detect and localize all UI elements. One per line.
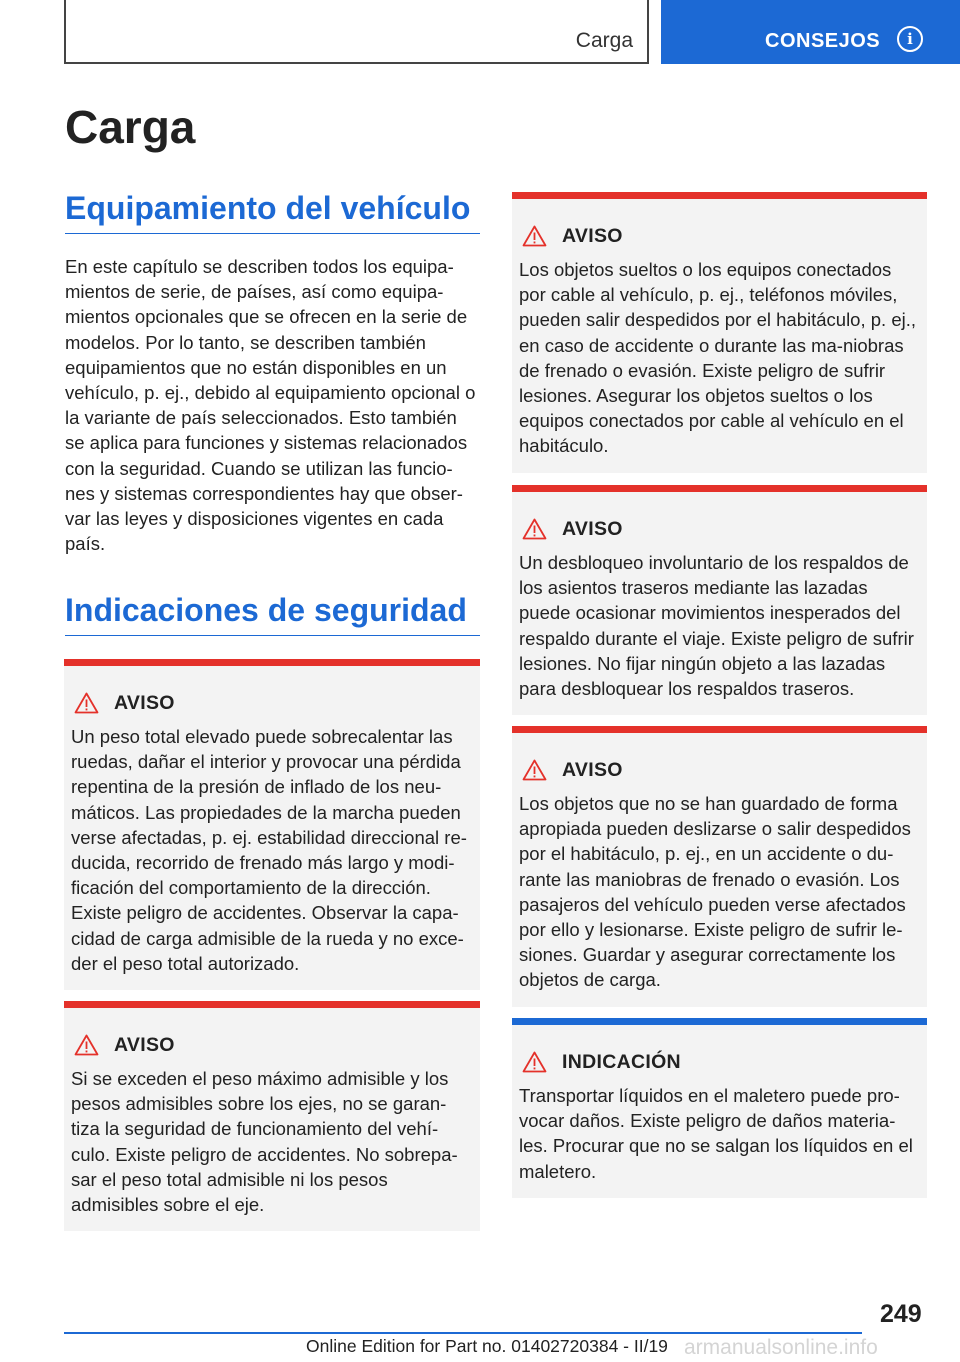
- page-number: 249: [880, 1300, 922, 1328]
- note-header: [519, 1047, 919, 1077]
- header-tab-consejos[interactable]: [661, 0, 960, 64]
- note-text: Un desbloqueo involuntario de los respaldos de los asientos traseros mediante las lazadas puede ocasionar movimientos inesperados del respaldo durante el viaje. Existe peligro de sufrir lesiones. No fijar ningún objeto a las lazadas para desbloquear los respaldos traseros.: [519, 552, 914, 700]
- warning-note: [64, 659, 480, 990]
- warning-triangle-icon: [74, 1034, 99, 1056]
- warning-triangle-icon: [74, 692, 99, 714]
- section-body-equipamiento: En este capítulo se describen todos los equipa-mientos de serie, de países, así como equipa-mientos opcionales que se ofrecen en la serie de modelos. Por lo tanto, se describen también equipamientos que no están disponibles en un vehículo, p. ej., debido al equipamiento opcional o la variante de país seleccionados. Esto también se aplica para funciones y sistemas relacionados con la seguridad. Cuando se utilizan las funcio-nes y sistemas correspondientes hay que obser-var las leyes y disposiciones vigentes en cada país.: [65, 256, 476, 555]
- note-text: Los objetos sueltos o los equipos conectados por cable al vehículo, p. ej., teléfonos móviles, pueden salir despedidos por el habitáculo, p. ej., en caso de accidente o durante las ma-niobras de frenado o evasión. Existe peligro de sufrir lesiones. Asegurar los objetos sueltos o los equipos conectados por cable al vehículo en el habitáculo.: [519, 259, 916, 457]
- footer-divider: [64, 1332, 862, 1334]
- note-header: [71, 1030, 472, 1060]
- section-heading-seguridad: Indicaciones de seguridad: [65, 592, 480, 636]
- header-tab-label: CONSEJOS: [765, 30, 881, 52]
- footer-edition: Online Edition for Part no. 01402720384 - II/19: [306, 1336, 668, 1356]
- warning-triangle-icon: [522, 518, 547, 540]
- warning-note: [64, 1001, 480, 1231]
- watermark: armanualsonline.info: [684, 1336, 878, 1359]
- note-text: Si se exceden el peso máximo admisible y los pesos admisibles sobre los ejes, no se garan-tiza la seguridad de funcionamiento del vehí-culo. Existe peligro de accidentes. No sobrepa-sar el peso total admisible ni los pesos admisibles sobre el eje.: [71, 1068, 458, 1216]
- note-text: Un peso total elevado puede sobrecalentar las ruedas, dañar el interior y provocar una pérdida repentina de la presión de inflado de los neu-máticos. Las propiedades de la marcha pueden verse afectadas, p. ej. estabilidad direccional re-ducida, recorrido de frenado más largo y modi-ficación del comportamiento de la dirección. Existe peligro de accidentes. Observar la capa-cidad de carga admisible de la rueda y no exce-der el peso total autorizado.: [71, 726, 467, 974]
- info-note: [512, 1018, 927, 1198]
- section-heading-equipamiento: Equipamiento del vehículo: [65, 190, 480, 234]
- note-text: Transportar líquidos en el maletero puede pro-vocar daños. Existe peligro de daños materia-les. Procurar que no se salgan los líquidos en el maletero.: [519, 1085, 913, 1182]
- warning-triangle-icon: [522, 1051, 547, 1073]
- warning-triangle-icon: [522, 225, 547, 247]
- note-label: AVISO: [114, 691, 175, 714]
- note-label: AVISO: [114, 1033, 175, 1056]
- warning-triangle-icon: [522, 759, 547, 781]
- warning-note: [512, 485, 927, 715]
- note-label: AVISO: [562, 517, 623, 540]
- note-label: INDICACIÓN: [562, 1050, 681, 1073]
- page-title: Carga: [65, 101, 196, 153]
- info-icon: i: [897, 26, 923, 52]
- header-section-box: [64, 0, 649, 64]
- header-section-title: Carga: [575, 29, 633, 52]
- warning-note: [512, 726, 927, 1007]
- note-header: [519, 514, 919, 544]
- note-header: [519, 755, 919, 785]
- note-header: [71, 688, 472, 718]
- note-label: AVISO: [562, 224, 623, 247]
- warning-note: [512, 192, 927, 473]
- note-label: AVISO: [562, 758, 623, 781]
- note-text: Los objetos que no se han guardado de forma apropiada pueden deslizarse o salir despedidos por el habitáculo, p. ej., en un accidente o du-rante las maniobras de frenado o evasión. Los pasajeros del vehículo pueden verse afectados por ello y lesionarse. Existe peligro de sufrir le-siones. Guardar y asegurar correctamente los objetos de carga.: [519, 793, 911, 991]
- note-header: [519, 221, 919, 251]
